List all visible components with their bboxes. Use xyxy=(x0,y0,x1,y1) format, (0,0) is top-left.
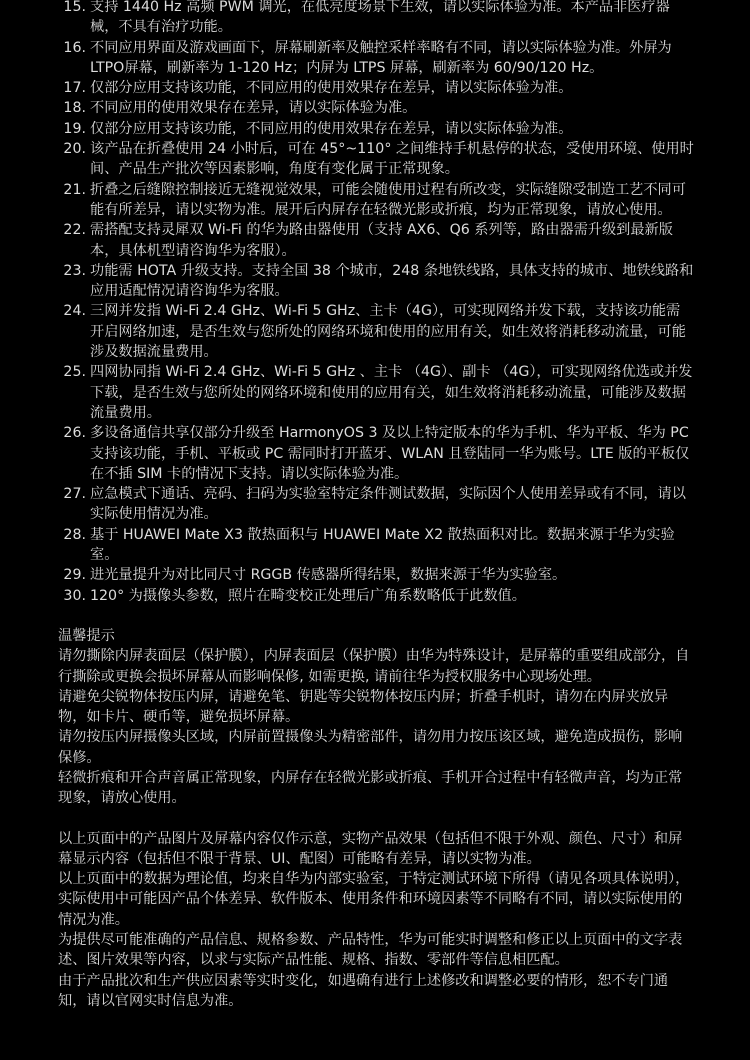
footnote-text: 进光量提升为对比同尺寸 RGGB 传感器所得结果，数据来源于华为实验室。 xyxy=(90,567,567,584)
tips-paragraph: 请避免尖锐物体按压内屏，请避免笔、钥匙等尖锐物体按压内屏；折叠手机时，请勿在内屏夹放异物，如卡片、硬币等，避免损坏屏幕。 xyxy=(58,688,669,726)
footnote-number: 21. xyxy=(63,181,86,198)
footnote-item xyxy=(58,586,694,606)
tips-paragraph: 请勿撕除内屏表面层（保护膜），内屏表面层（保护膜）由华为特殊设计，是屏幕的重要组成部分，自行撕除或更换会损坏屏幕从而影响保修, 如需更换, 请前往华为授权服务中心现场处理。 xyxy=(58,648,690,685)
footnote-number: 28. xyxy=(63,526,86,543)
footnote-text: 三网并发指 Wi-Fi 2.4 GHz、Wi-Fi 5 GHz、主卡（4G），可实现网络并发下载，支持该功能需开启网络加速，是否生效与您所处的网络环境和使用的应用有关，如生效将消耗移动流量，可能涉及数据流量费用。 xyxy=(90,303,686,361)
footnote-text: 多设备通信共享仅部分升级至 HarmonyOS 3 及以上特定版本的华为手机、华为平板、华为 PC 支持该功能，手机、平板或 PC 需同时打开蓝牙、WLAN 且登陆同一华为账号。LTE 版的平板仅在不插 SIM 卡的情况下支持。请以实际体验为准。 xyxy=(90,425,690,482)
footnote-item xyxy=(58,261,694,302)
footnote-text: 仅部分应用支持该功能，不同应用的使用效果存在差异，请以实际体验为准。 xyxy=(90,120,573,137)
footnote-item xyxy=(58,362,694,423)
footnote-number: 22. xyxy=(63,222,86,239)
disclaimer-paragraph: 由于产品批次和生产供应因素等实时变化，如遇确有进行上述修改和调整必要的情形，恕不专门通知，请以官网实时信息为准。 xyxy=(58,972,669,1009)
footnote-item xyxy=(58,119,694,139)
footnote-number: 29. xyxy=(63,567,86,584)
footnote-text: 不同应用界面及游戏画面下，屏幕刷新率及触控采样率略有不同，请以实际体验为准。外屏为LTPO屏幕，刷新率为 1-120 Hz；内屏为 LTPS 屏幕，刷新率为 60/90/120 Hz。 xyxy=(90,39,672,76)
footnote-item xyxy=(58,0,694,38)
footnote-number: 30. xyxy=(63,587,86,604)
footnote-number: 16. xyxy=(63,39,86,56)
footnote-item xyxy=(58,220,694,261)
footnote-text: 四网协同指 Wi-Fi 2.4 GHz、Wi-Fi 5 GHz 、主卡 （4G）、副卡 （4G），可实现网络优选或并发下载，是否生效与您所处的网络环境和使用的应用有关，如生效将消耗移动流量，可能涉及数据流量费用。 xyxy=(90,364,693,421)
footnote-number: 27. xyxy=(63,486,86,503)
footnote-item xyxy=(58,423,694,484)
footnote-item xyxy=(58,565,694,585)
section-spacer xyxy=(58,809,694,829)
footnote-text: 不同应用的使用效果存在差异，请以实际体验为准。 xyxy=(90,100,417,117)
footnote-item xyxy=(58,38,694,79)
footnote-number: 17. xyxy=(63,80,86,97)
footnote-number: 25. xyxy=(63,364,86,381)
footnote-text: 仅部分应用支持该功能，不同应用的使用效果存在差异，请以实际体验为准。 xyxy=(90,80,573,97)
footnote-text: 该产品在折叠使用 24 小时后，可在 45°~110° 之间维持手机悬停的状态，受使用环境、使用时间、产品生产批次等因素影响，角度有变化属于正常现象。 xyxy=(90,141,694,178)
tips-paragraph: 轻微折痕和开合声音属正常现象，内屏存在轻微光影或折痕、手机开合过程中有轻微声音，均为正常现象，请放心使用。 xyxy=(58,769,683,807)
footnote-text: 120° 为摄像头参数，照片在畸变校正处理后广角系数略低于此数值。 xyxy=(90,587,526,604)
footnote-item xyxy=(58,484,694,525)
footnote-item xyxy=(58,139,694,180)
footnote-item xyxy=(58,525,694,566)
footnote-text: 需搭配支持灵犀双 Wi-Fi 的华为路由器使用（支持 AX6、Q6 系列等，路由器需升级到最新版本，具体机型请咨询华为客服）。 xyxy=(90,222,673,259)
disclaimer-paragraph: 为提供尽可能准确的产品信息、规格参数、产品特性，华为可能实时调整和修正以上页面中的文字表述、图片效果等内容，以求与实际产品性能、规格、指数、零部件等信息相匹配。 xyxy=(58,932,683,969)
footnote-text: 支持 1440 Hz 高频 PWM 调光，在低亮度场景下生效，请以实际体验为准。本产品非医疗器械，不具有治疗功能。 xyxy=(90,0,670,36)
footnote-item xyxy=(58,180,694,221)
disclaimer-paragraph: 以上页面中的数据为理论值，均来自华为内部实验室，于特定测试环境下所得（请见各项具体说明），实际使用中可能因产品个体差异、软件版本、使用条件和环境因素等不同略有不同，请以实际使用的情况为准。 xyxy=(58,871,690,928)
footnote-item xyxy=(58,301,694,362)
footnote-item xyxy=(58,98,694,118)
footnote-number: 24. xyxy=(63,303,86,320)
footnote-text: 应急模式下通话、亮码、扫码为实验室特定条件测试数据，实际因个人使用差异或有不同，请以实际使用情况为准。 xyxy=(90,486,686,523)
footnote-number: 20. xyxy=(63,141,86,158)
footnote-number: 15. xyxy=(63,0,86,15)
footnote-item xyxy=(58,78,694,98)
tips-paragraph: 请勿按压内屏摄像头区域，内屏前置摄像头为精密部件，请勿用力按压该区域，避免造成损伤，影响保修。 xyxy=(58,729,683,766)
footnote-number: 23. xyxy=(63,262,86,279)
footnote-text: 折叠之后缝隙控制接近无缝视觉效果，可能会随使用过程有所改变，实际缝隙受制造工艺不同可能有所差异，请以实物为准。展开后内屏存在轻微光影或折痕，均为正常现象，请放心使用。 xyxy=(90,181,686,218)
footnote-text: 功能需 HOTA 升级支持。支持全国 38 个城市，248 条地铁线路，具体支持的城市、地铁线路和应用适配情况请咨询华为客服。 xyxy=(90,262,694,300)
footnote-list xyxy=(58,0,694,606)
footnote-text: 基于 HUAWEI Mate X3 散热面积与 HUAWEI Mate X2 散热面积对比。数据来源于华为实验室。 xyxy=(90,526,675,564)
footnote-number: 18. xyxy=(63,100,86,117)
tips-heading: 温馨提示 xyxy=(58,627,115,644)
footnote-number: 19. xyxy=(63,120,86,137)
footnote-number: 26. xyxy=(63,425,86,442)
disclaimer-paragraph: 以上页面中的产品图片及屏幕内容仅作示意，实物产品效果（包括但不限于外观、颜色、尺寸）和屏幕显示内容（包括但不限于背景、UI、配图）可能略有差异，请以实物为准。 xyxy=(58,830,683,867)
